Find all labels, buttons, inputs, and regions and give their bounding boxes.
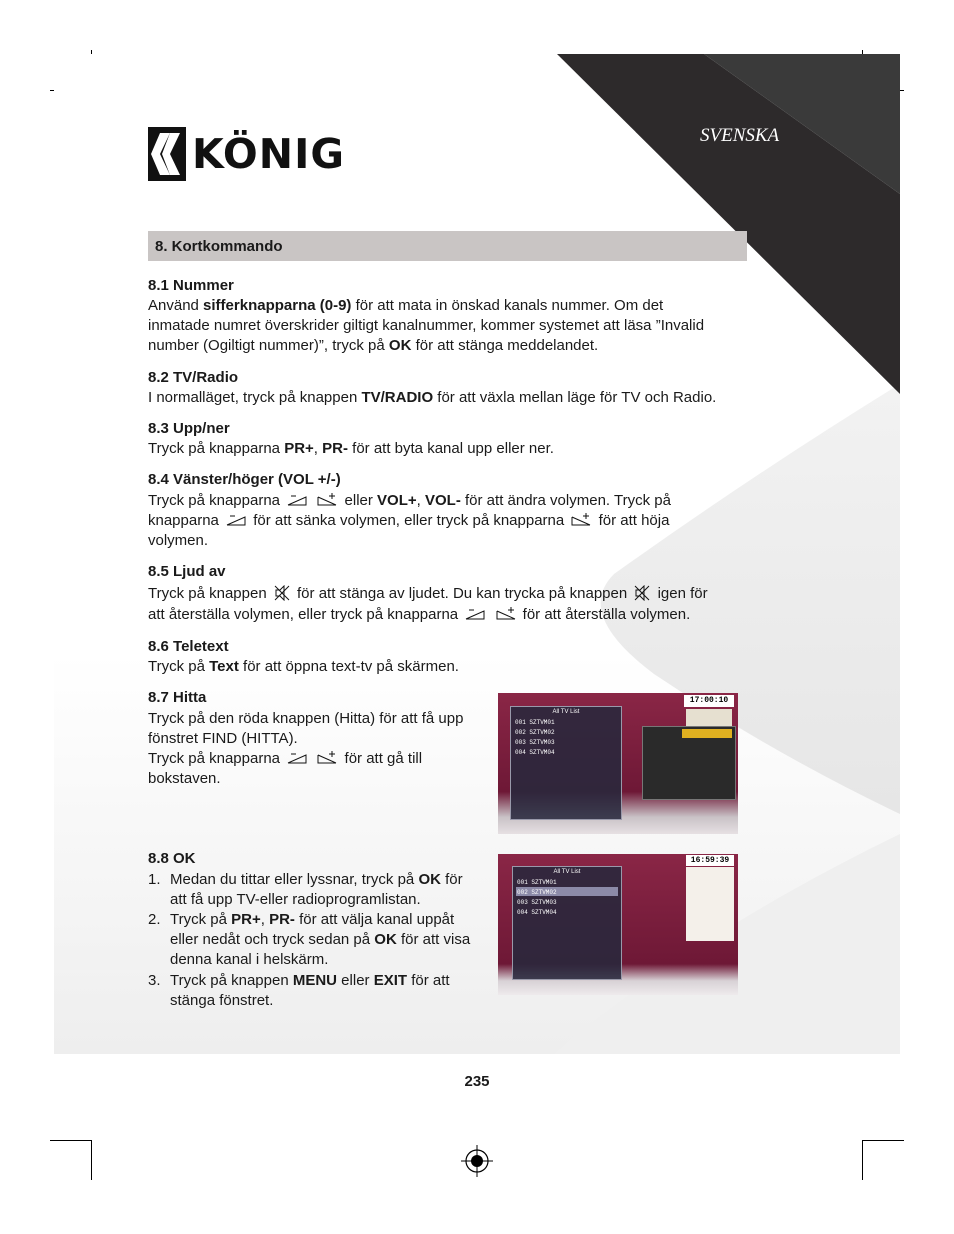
s88-item2-line1: Tryck på PR+, PR- för att välja kanal uppåt (170, 911, 455, 928)
heading-8-4: 8.4 Vänster/höger (VOL +/-) (148, 471, 341, 488)
volume-up-icon (316, 751, 338, 765)
heading-8-1: 8.1 Nummer (148, 277, 234, 294)
s88-item1-num: 1. (148, 871, 161, 888)
tv-screenshot-find (498, 693, 738, 834)
language-label: SVENSKA (700, 125, 780, 146)
s87-line-3: Tryck på knapparna för att gå till (148, 750, 423, 767)
s81-line-2: inmatade numret överskrider giltigt kanalnummer, kommer systemet att läsa ”Invalid (148, 317, 705, 334)
volume-down-icon (286, 493, 308, 507)
konig-logo (148, 127, 186, 181)
s88-item1-line1: Medan du tittar eller lyssnar, tryck på OK för (170, 871, 463, 888)
mute-icon (634, 585, 650, 601)
tv-screenshot-ok (498, 854, 738, 995)
s88-item2-num: 2. (148, 911, 161, 928)
crop-mark (91, 1140, 92, 1180)
channel-row: 002 SZTVM02 (517, 889, 557, 896)
s86-line-1: Tryck på Text för att öppna text-tv på skärmen. (148, 658, 459, 675)
s88-item3-line2: stänga fönstret. (170, 992, 274, 1009)
tv-clock: 17:00:10 (684, 695, 734, 707)
heading-8-6: 8.6 Teletext (148, 638, 229, 655)
volume-up-icon (316, 493, 338, 507)
mute-icon (274, 585, 290, 601)
s85-line-2: att återställa volymen, eller tryck på knapparna för att återställa volymen. (148, 606, 691, 623)
channel-row: 004 SZTVM04 (517, 909, 557, 916)
crop-mark (50, 1140, 92, 1141)
channel-list-panel (512, 866, 622, 980)
s88-item3-line1: Tryck på knappen MENU eller EXIT för att (170, 972, 450, 989)
heading-8-2: 8.2 TV/Radio (148, 369, 239, 386)
tv-sign (686, 709, 732, 727)
s84-line-2: knapparna för att sänka volymen, eller tryck på knapparna för att höja (148, 512, 670, 529)
s82-line-1: I normalläget, tryck på knappen TV/RADIO för att växla mellan läge för TV och Radio. (148, 389, 717, 406)
s81-line-1: Använd sifferknapparna (0-9) för att mata in önskad kanals nummer. Om det (148, 297, 664, 314)
volume-up-icon (570, 513, 592, 527)
s84-line-3: volymen. (148, 532, 209, 549)
find-input-bar (682, 729, 732, 738)
page-number: 235 (464, 1073, 490, 1090)
tv-clock: 16:59:39 (686, 855, 734, 866)
s88-item2-line3: denna kanal i helskärm. (170, 951, 329, 968)
volume-down-icon (286, 751, 308, 765)
s88-item3-num: 3. (148, 972, 161, 989)
channel-list-panel (510, 706, 622, 820)
crop-mark (862, 1140, 904, 1141)
channel-list-title: All TV List (552, 709, 580, 715)
volume-down-icon (225, 513, 247, 527)
heading-8-3: 8.3 Upp/ner (148, 420, 230, 437)
s88-item1-line2: att få upp TV-eller radioprogramlistan. (170, 891, 421, 908)
s87-line-2: fönstret FIND (HITTA). (148, 730, 298, 747)
section-title: 8. Kortkommando (155, 238, 283, 255)
s83-line-1: Tryck på knapparna PR+, PR- för att byta kanal upp eller ner. (148, 440, 554, 457)
volume-down-icon (464, 607, 486, 621)
channel-row: 002 SZTVM02 (515, 729, 555, 736)
s84-line-1: Tryck på knapparna eller VOL+, VOL- för att ändra volymen. Tryck på (148, 492, 671, 509)
channel-row: 004 SZTVM04 (515, 749, 555, 756)
channel-row: 001 SZTVM01 (517, 879, 557, 886)
s81-line-3: number (Ogiltigt nummer)”, tryck på OK för att stänga meddelandet. (148, 337, 599, 354)
channel-row: 003 SZTVM03 (515, 739, 555, 746)
heading-8-7: 8.7 Hitta (148, 689, 207, 706)
tv-weather-card (686, 867, 734, 941)
brand-name: KÖNIG (192, 130, 346, 178)
s87-line-4: bokstaven. (148, 770, 221, 787)
heading-8-8: 8.8 OK (148, 850, 196, 867)
channel-list-title: All TV List (553, 869, 581, 875)
volume-up-icon (495, 607, 517, 621)
crop-mark (862, 1140, 863, 1180)
channel-row: 001 SZTVM01 (515, 719, 555, 726)
registration-mark-icon (461, 1145, 493, 1177)
s85-line-1: Tryck på knappen för att stänga av ljudet. Du kan trycka på knappen igen för (148, 585, 708, 602)
channel-row: 003 SZTVM03 (517, 899, 557, 906)
s87-line-1: Tryck på den röda knappen (Hitta) för att få upp (148, 710, 464, 727)
s88-item2-line2: eller nedåt och tryck sedan på OK för att visa (170, 931, 471, 948)
heading-8-5: 8.5 Ljud av (148, 563, 226, 580)
